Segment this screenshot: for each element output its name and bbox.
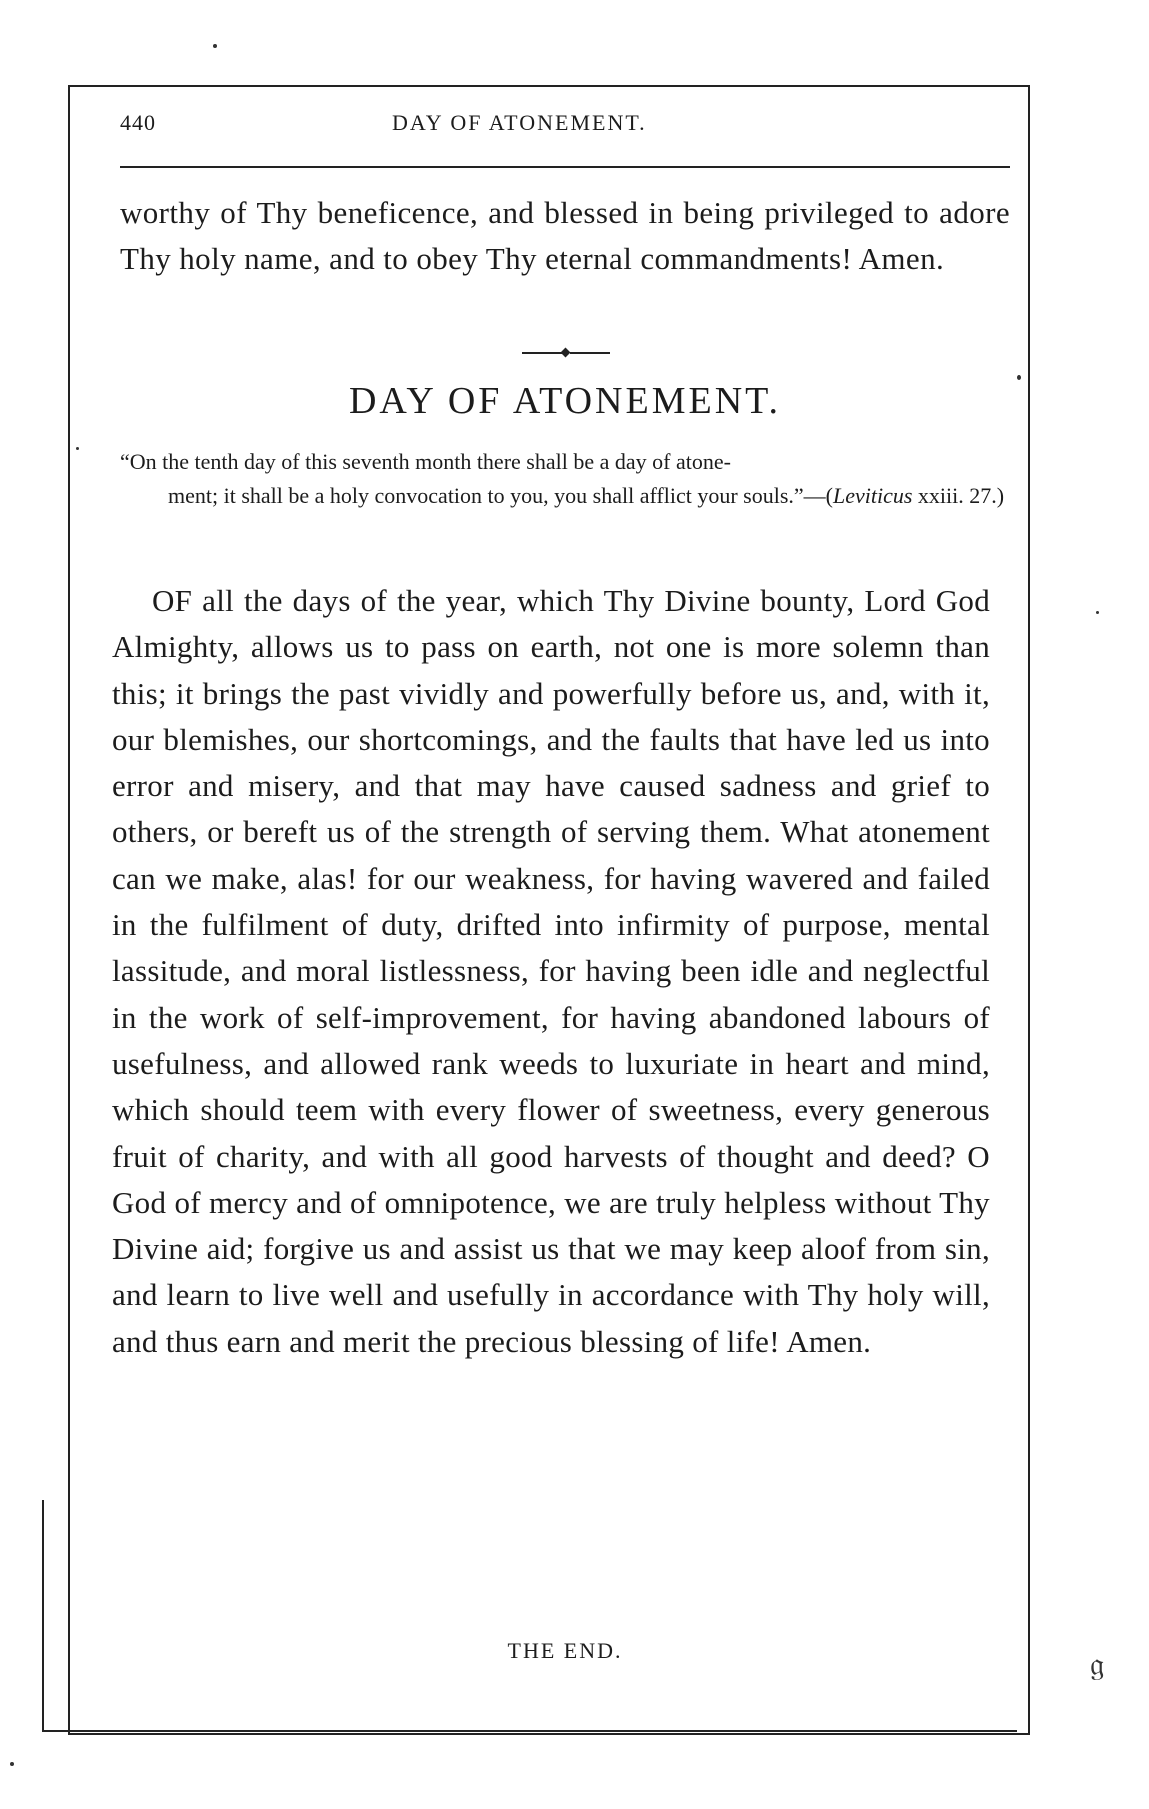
the-end-label: THE END. (507, 1638, 623, 1663)
running-head: DAY OF ATONEMENT. (392, 110, 647, 135)
epigraph (120, 445, 1010, 513)
paper-speck (76, 447, 79, 450)
epigraph-first-line: “On the tenth day of this seventh month there shall be a day of atone- (120, 449, 731, 474)
ornament-left-rule (522, 352, 562, 354)
section-title: DAY OF ATONEMENT. (348, 380, 782, 422)
paper-speck (213, 44, 217, 48)
paper-speck (1096, 611, 1099, 614)
paper-speck (1017, 375, 1021, 380)
ornament-right-rule (570, 352, 610, 354)
paper-speck (10, 1762, 14, 1766)
page-header (120, 110, 1010, 150)
epigraph-source-book: Leviticus (832, 483, 913, 508)
page-number: 440 (120, 110, 156, 135)
section-ornament (522, 349, 610, 357)
epigraph-continuation (120, 479, 1010, 513)
epigraph-source-reference: xxiii. 27.) (912, 483, 1005, 508)
ornament-diamond (561, 348, 571, 358)
carry-over-paragraph: worthy of Thy beneficence, and blessed in being privileged to adore Thy holy name, and to obey Thy eternal commandments! Amen. (120, 195, 1010, 276)
prayer-body: OF all the days of the year, which Thy Divine bounty, Lord God Almighty, allows us to pass on earth, not one is more solemn than this; it brings the past vividly and powerfully before us, and, with it, our blemishes, our shortcomings, and the faults that have led us into error and misery, and that may have caused sadness and grief to others, or bereft us of the strength of serving them. What atonement can we make, alas! for our weakness, for having wavered and failed in the fulfilment of duty, drifted into infirmity of purpose, mental lassitude, and moral listlessness, for having been idle and neglectful in the work of self-improvement, for having abandoned labours of usefulness, and allowed rank weeds to luxuriate in heart and mind, which should teem with every flower of sweetness, every generous fruit of charity, and with all good harvests of thought and deed? O God of mercy and of omnipotence, we are truly helpless without Thy Divine aid; forgive us and assist us that we may keep aloof from sin, and learn to live well and usefully in accordance with Thy holy will, and thus earn and merit the precious blessing of life! Amen. (112, 583, 990, 1359)
header-rule (120, 166, 1010, 168)
outer-left-rule (42, 1500, 44, 1732)
margin-pencil-mark: 𝔤 (1090, 1645, 1105, 1683)
epigraph-rest-text: ment; it shall be a holy convocation to you, you shall afflict your souls.”—( (168, 483, 833, 508)
outer-bottom-rule (42, 1730, 1017, 1732)
